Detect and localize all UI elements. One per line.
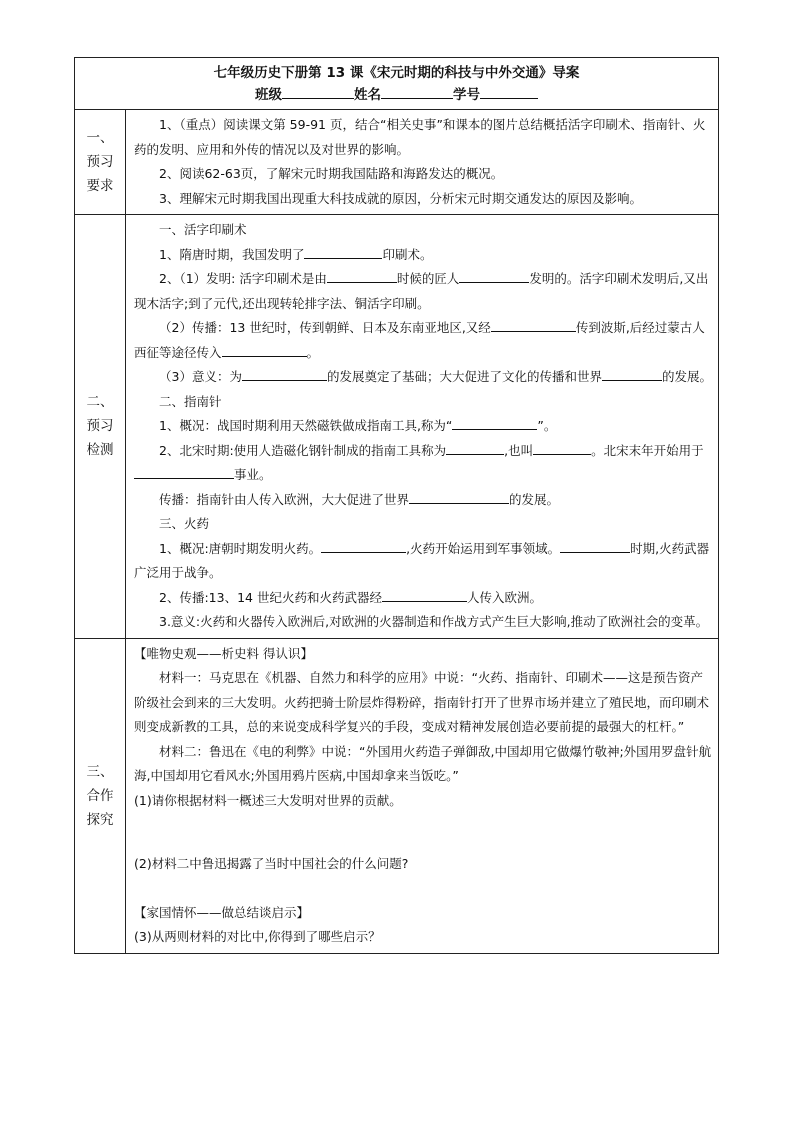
question-line: 1、隋唐时期，我国发明了 印刷术。 <box>159 246 433 262</box>
section-label-1: 一、 预习 要求 <box>75 110 126 215</box>
answer-blank[interactable] <box>452 416 537 430</box>
worksheet-table <box>74 57 719 954</box>
question-line: 2、北宋时期:使用人造磁化钢针制成的指南工具称为 ,也叫 。北宋末年开始用于事业。 <box>134 439 712 488</box>
material-one: 材料一：马克思在《机器、自然力和科学的应用》中说：“火药、指南针、印刷术——这是预告资产阶级社会到来的三大发明。火药把骑士阶层炸得粉碎，指南针打开了世界市场并建立了殖民地，而印刷术则变成新教的工具，总的来说变成科学复兴的手段，变成对精神发展创造必要前提的最强大的杠杆。” <box>134 670 710 734</box>
id-label: 学号 <box>453 87 480 103</box>
page-title: 七年级历史下册第 13 课《宋元时期的科技与中外交通》导案 <box>213 65 580 81</box>
question-1: (1)请你根据材料一概述三大发明对世界的贡献。 <box>134 792 402 808</box>
subheading-printing: 一、活字印刷术 <box>159 222 247 237</box>
answer-blank[interactable] <box>560 539 630 553</box>
question-line: （3）意义：为 的发展奠定了基础；大大促进了文化的传播和世界 的发展。 <box>159 369 712 384</box>
section-label-3: 三、 合作 探究 <box>75 638 126 953</box>
question-line: 2、传播:13、14 世纪火药和火药武器经 人传入欧洲。 <box>159 589 542 605</box>
class-blank[interactable] <box>282 84 354 99</box>
answer-blank[interactable] <box>459 269 529 283</box>
answer-space[interactable] <box>134 813 712 852</box>
header-row <box>75 58 719 110</box>
question-line: 2、（1）发明: 活字印刷术是由 时候的匠人 发明的。活字印刷术发明后,又出现木活字;到了元代,还出现转轮排字法、铜活字印刷。 <box>134 271 709 311</box>
id-blank[interactable] <box>480 84 538 99</box>
name-blank[interactable] <box>381 84 453 99</box>
answer-blank[interactable] <box>242 367 327 381</box>
question-line: 传播：指南针由人传入欧洲，大大促进了世界 的发展。 <box>159 491 560 507</box>
section-cooperation <box>75 638 719 953</box>
answer-blank[interactable] <box>327 269 397 283</box>
subheading-materials: 【唯物史观——析史料 得认识】 <box>134 645 313 661</box>
subheading-gunpowder: 三、火药 <box>159 516 210 531</box>
name-label: 姓名 <box>354 87 381 103</box>
class-label: 班级 <box>255 87 282 103</box>
answer-blank[interactable] <box>446 441 504 455</box>
requirement-item: 1、（重点）阅读课文第 59-91 页，结合“相关史事”和课本的图片总结概括活字印刷术、指南针、火药的发明、应用和外传的情况以及对世界的影响。 <box>134 117 706 157</box>
answer-blank[interactable] <box>134 465 234 479</box>
answer-blank[interactable] <box>222 343 307 357</box>
requirements-content <box>126 110 719 215</box>
material-two: 材料二：鲁迅在《电的利弊》中说：“外国用火药造子弹御敌,中国却用它做爆竹敬神;外国用罗盘针航海,中国却用它看风水;外国用鸦片医病,中国却拿来当饭吃。” <box>134 743 712 783</box>
check-content <box>126 215 719 639</box>
header-cell <box>75 58 719 110</box>
answer-blank[interactable] <box>491 318 576 332</box>
answer-blank[interactable] <box>602 367 662 381</box>
requirement-item: 3、理解宋元时期我国出现重大科技成就的原因，分析宋元时期交通发达的原因及影响。 <box>159 190 642 206</box>
requirement-item: 2、阅读62-63页，了解宋元时期我国陆路和海路发达的概况。 <box>159 166 504 181</box>
question-line: 3.意义:火药和火器传入欧洲后,对欧洲的火器制造和作战方式产生巨大影响,推动了欧洲社会的变革。 <box>159 614 709 629</box>
cooperation-content <box>126 638 719 953</box>
answer-blank[interactable] <box>409 490 509 504</box>
question-3: (3)从两则材料的对比中,你得到了哪些启示？ <box>134 929 381 944</box>
subheading-reflection: 【家国情怀——做总结谈启示】 <box>134 904 310 920</box>
question-line: 1、概况:唐朝时期发明火药。 ,火药开始运用到军事领域。 时期,火药武器广泛用于战争。 <box>134 540 710 580</box>
section-preview-check <box>75 215 719 639</box>
question-2: (2)材料二中鲁迅揭露了当时中国社会的什么问题? <box>134 856 409 871</box>
answer-space[interactable] <box>134 877 712 901</box>
subheading-compass: 二、指南针 <box>159 393 222 409</box>
section-label-2: 二、 预习 检测 <box>75 215 126 639</box>
answer-blank[interactable] <box>382 588 467 602</box>
answer-blank[interactable] <box>321 539 406 553</box>
section-preview-requirements <box>75 110 719 215</box>
answer-blank[interactable] <box>533 441 591 455</box>
student-info-line <box>75 84 718 106</box>
question-line: 1、概况：战国时期利用天然磁铁做成指南工具,称为“ ”。 <box>159 418 557 433</box>
answer-blank[interactable] <box>304 245 382 259</box>
question-line: （2）传播：13 世纪时，传到朝鲜、日本及东南亚地区,又经 传到波斯,后经过蒙古人西征等途径传入 。 <box>134 320 705 360</box>
